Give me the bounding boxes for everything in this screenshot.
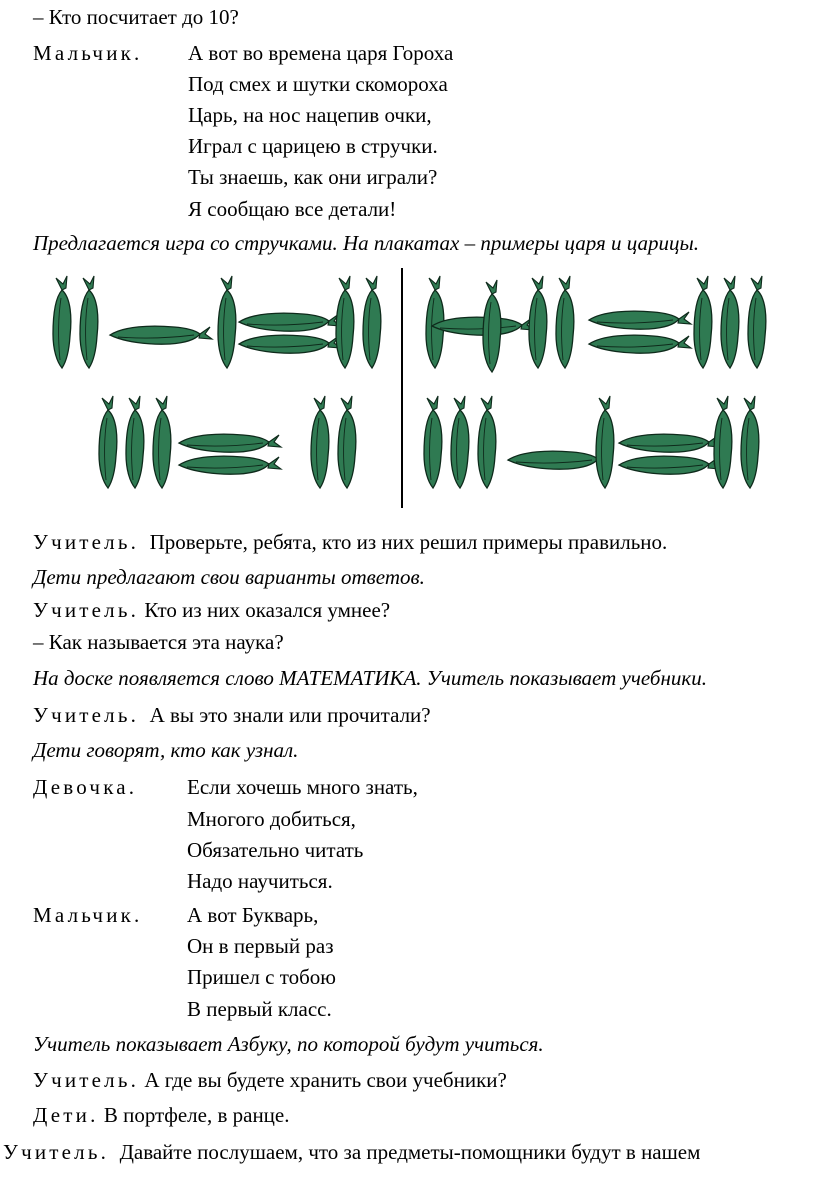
speaker-girl: Девочка. bbox=[33, 775, 138, 799]
verse-line: А вот во времена царя Гороха bbox=[188, 41, 454, 65]
children-text: В портфеле, в ранце. bbox=[103, 1103, 290, 1127]
right-bottom-row bbox=[424, 396, 759, 488]
speaker-teacher: Учитель. bbox=[33, 703, 140, 727]
speaker-boy-1: Мальчик. bbox=[33, 41, 143, 65]
teacher-line-1 bbox=[33, 530, 667, 554]
right-top-row bbox=[426, 276, 766, 372]
teacher-line-5 bbox=[3, 1140, 700, 1164]
verse-line: Пришел с тобою bbox=[187, 965, 336, 989]
verse-line: Надо научиться. bbox=[187, 869, 333, 893]
verse-line: В первый класс. bbox=[187, 997, 332, 1021]
verse-line: Ты знаешь, как они играли? bbox=[188, 165, 438, 189]
speaker-teacher: Учитель. bbox=[3, 1140, 110, 1164]
teacher-text: Давайте послушаем, что за предметы-помощники будут в нашем bbox=[119, 1140, 701, 1164]
teacher-text: Кто из них оказался умнее? bbox=[144, 598, 391, 622]
verse-line: Обязательно читать bbox=[187, 838, 364, 862]
verse-line: Играл с царицею в стручки. bbox=[188, 134, 438, 158]
stage-note-5: Учитель показывает Азбуку, по которой будут учиться. bbox=[33, 1032, 544, 1056]
stage-note-2: Дети предлагают свои варианты ответов. bbox=[33, 565, 425, 589]
teacher-text: А вы это знали или прочитали? bbox=[149, 703, 431, 727]
peas-math-figure bbox=[40, 262, 770, 512]
line-count-question: – Кто посчитает до 10? bbox=[33, 5, 239, 29]
teacher-line-2 bbox=[33, 598, 390, 622]
teacher-line-3 bbox=[33, 703, 431, 727]
teacher-text: Проверьте, ребята, кто из них решил примеры правильно. bbox=[149, 530, 668, 554]
left-top-row bbox=[53, 276, 381, 368]
verse-line: Он в первый раз bbox=[187, 934, 334, 958]
question-line: – Как называется эта наука? bbox=[33, 630, 284, 654]
verse-line: Царь, на нос нацепив очки, bbox=[188, 103, 432, 127]
stage-note-1: Предлагается игра со стручками. На плакатах – примеры царя и царицы. bbox=[33, 231, 700, 255]
teacher-text: А где вы будете хранить свои учебники? bbox=[144, 1068, 507, 1092]
teacher-line-4 bbox=[33, 1068, 507, 1092]
speaker-boy-2: Мальчик. bbox=[33, 903, 143, 927]
verse-line: Если хочешь много знать, bbox=[187, 775, 418, 799]
speaker-teacher: Учитель. bbox=[33, 530, 140, 554]
speaker-teacher: Учитель. bbox=[33, 1068, 140, 1092]
stage-note-3: На доске появляется слово МАТЕМАТИКА. Учитель показывает учебники. bbox=[33, 666, 707, 690]
children-line bbox=[33, 1103, 290, 1127]
stage-note-4: Дети говорят, кто как узнал. bbox=[33, 738, 299, 762]
left-bottom-row bbox=[99, 396, 356, 488]
verse-line: Многого добиться, bbox=[187, 807, 356, 831]
verse-line: Я сообщаю все детали! bbox=[188, 197, 397, 221]
verse-line: А вот Букварь, bbox=[187, 903, 319, 927]
speaker-children: Дети. bbox=[33, 1103, 99, 1127]
verse-line: Под смех и шутки скомороха bbox=[188, 72, 448, 96]
speaker-teacher: Учитель. bbox=[33, 598, 140, 622]
